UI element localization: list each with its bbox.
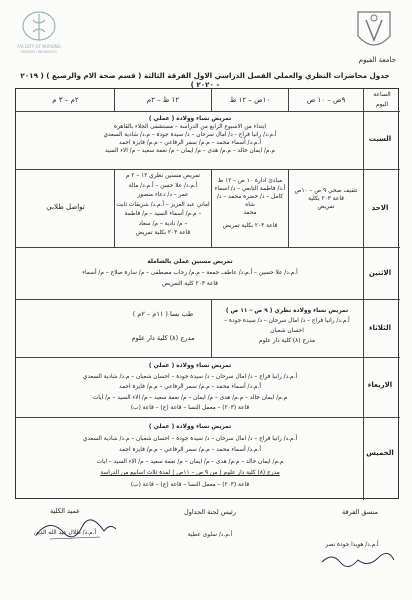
cell-line: أ.م.د/ علا حسين – أ.م.د/ عاطف جمعة – م.م/ رحاب مصطفى – م/ سارة صلاح – م/ أسماء	[82, 270, 298, 276]
row-divider	[16, 357, 400, 358]
sunday-slot2-cell	[213, 177, 287, 243]
cell-line: أ.م.د/ أسماء محمد – م.م/ سمر الرفاعي – م.م/ فايزة احمد	[119, 447, 261, 453]
cell-line: احسان شعبان	[270, 328, 304, 334]
day-thursday: الخميس	[366, 449, 394, 457]
cell-line: قاعة (٢٠٣) – معمل النسا – قاعة (ج) – قاعة (ب)	[130, 405, 250, 411]
coordinator-title: منسق الفرقة	[342, 508, 378, 516]
slot-divider	[211, 169, 212, 247]
cell-line: عمر – د/ دعاء منصور	[137, 192, 189, 198]
cell-line: أ.م.د/ رانيا فراج – د/ امال سرحان – د/ سيدة جودة – احسان شعبان – م.د/ شادية السعدي	[82, 435, 298, 442]
schedule-table	[15, 88, 399, 499]
corner-day-label: اليوم	[375, 101, 389, 108]
cell-line: أ.د/ فاطمة التابعي – د/ اسماء	[214, 186, 286, 192]
cell-line: تثقيف صحي ٩ ص – ١٠ص	[294, 188, 358, 194]
day-column-divider	[363, 89, 364, 500]
sunday-slot4-cell: تواصل طلابي	[46, 203, 85, 211]
cell-line: م.م/ ايمان خالد – م.م/ هدى – م/ ايمان – م/ نعمة سعيد – م/ الاء السيد	[105, 148, 275, 154]
cell-line: قاعة ٢٠٣ كلية التمريض	[162, 281, 218, 287]
cell-line: م.م/ ايمان خالد – م.م/ هدى – م/ ايمان – م/ نعمة سعيد – م/ الاء السيد – م/ ايات	[92, 394, 288, 401]
day-saturday: السبت	[368, 135, 392, 143]
cell-line: مدرج (٨) كلية دار علوم	[131, 334, 195, 342]
sunday-slot3-cell	[116, 172, 210, 246]
slot-divider	[114, 169, 115, 247]
cell-line: تمريض مسنين نظري ١٢ – ٢ م	[125, 173, 201, 179]
slot3-header: ١٢ ظ – ٢م	[146, 96, 180, 104]
cell-line: مدرج (٨) كلية دار علوم	[258, 338, 316, 344]
cell-line: قاعة ٢٠٣ بكلية تمريض	[222, 223, 278, 229]
slot4-header: ٢م – ٣ م	[52, 96, 79, 104]
svg-text:FAYOUM UNIVERSITY: FAYOUM UNIVERSITY	[21, 50, 57, 54]
dean-title: عميد الكلية	[49, 507, 81, 515]
cell-line: مدرج (٨) كلية دار علوم ( من ٩ ص – ١١ص ) لمدة ثلاث اسابيع من الدراسة	[100, 470, 280, 476]
cell-line: م.م/ ايمان خالد – م.م/ هدى – م/ ايمان – م/ نعمة سعيد – م/ الاء السيد – ايات	[96, 458, 284, 465]
cell-line: – م.م/ أسماء السيد – م/ فاطمة	[124, 211, 202, 217]
row-divider	[16, 417, 400, 418]
cell-line: أ.م.د/ رانيا فراج – د/ امال سرحان – د/ سيدة جودة –	[224, 318, 350, 324]
cell-line: كامل – د/ خضرة محمد – د/ شاه	[216, 194, 284, 208]
corner-hour-label: الساعة	[373, 91, 391, 98]
cell-line: مبادئ ادارة ١٠ ص – ١٢ ظ	[217, 178, 283, 184]
header-divider	[16, 111, 400, 112]
slot-divider	[211, 299, 212, 357]
sunday-slot1-cell	[290, 187, 362, 237]
cell-line	[116, 320, 210, 332]
page-title: جدول محاضرات النظري والعملي الفصل الدراسي الاول الفرقة الثالثة ( قسم صحة الام والرضيع ) ( ٢٠١٩ - ٢٠٢٠ )	[20, 71, 390, 89]
cell-line: – م/ نادية – م/ سعاد	[138, 220, 188, 227]
day-monday: الاثنين	[368, 269, 392, 277]
university-name: جامعة الفيوم	[358, 56, 396, 64]
monday-cell	[20, 257, 360, 297]
wednesday-cell	[20, 361, 360, 415]
cell-line: تمريض نساء وولادة ( عملي )	[148, 424, 232, 430]
saturday-cell	[20, 115, 360, 167]
cell-line: تمريض مسنين عملي بالشاملة	[147, 259, 233, 265]
committee-title: رئيس لجنة الجداول	[183, 508, 236, 516]
cell-line: قاعة (٢٠٣) – معمل النسا – قاعة (ج) – قاعة (ب)	[130, 481, 250, 488]
thursday-cell	[20, 422, 360, 498]
cell-line: اماني عبد العزيز – أ.م.د/ شريفات ثابت	[116, 201, 210, 208]
slot2-header: ١٠ص – ١٢ ظ	[229, 96, 271, 104]
coordinator-signature	[318, 548, 398, 572]
committee-name: أ.م.د/ سلوى عطية	[187, 532, 233, 538]
tuesday-left-cell	[116, 308, 210, 354]
slot-divider	[114, 89, 115, 111]
university-logo	[350, 6, 398, 58]
coordinator-name: أ.م.د/ هويدا جودة نصر	[325, 542, 379, 548]
tuesday-right-cell	[213, 306, 361, 354]
slot1-header: ٩ص – ١٠ ص	[306, 96, 346, 104]
cell-line: أ.م.د/ علا حسن – أ.م.د/ مالة	[128, 182, 198, 189]
day-tuesday: الثلاثاء	[368, 324, 392, 332]
day-wednesday: الاربعاء	[367, 381, 393, 389]
dean-signature	[30, 515, 120, 545]
faculty-logo	[8, 8, 70, 56]
slot-divider	[288, 169, 289, 247]
row-divider	[16, 299, 400, 300]
cell-line: أ.م.د/ أسماء محمد – م.م/ سمر الرفاعي – م.م/ فايزة احمد	[119, 384, 261, 390]
cell-line: أ.م.د/ رانيا فراج – د/ امال سرحان – د/ سيدة جودة – احسان شعبان – م.د/ شادية السعدي	[82, 373, 298, 380]
cell-line: تمريض نساء وولادة ( عملي )	[148, 363, 232, 369]
cell-line: أ.م.د/ أسماء محمد – م.م/ سمر الرفاعي – م.م/ فايزة احمد	[119, 140, 261, 146]
cell-line: تمريض	[317, 204, 335, 210]
row-divider	[16, 169, 400, 170]
row-divider	[16, 247, 400, 248]
cell-line: محمد	[243, 210, 257, 216]
day-sunday: الاحد	[371, 204, 389, 212]
cell-line: قاعة ٢٠٣ بكلية تمريض	[135, 230, 191, 236]
cell-line: قاعة ٢٠٣ بكلية	[308, 196, 344, 202]
cell-line: ابتداء من الاسبوع الرابع من الدراسة – مستشفى الجلاء بالقاهرة	[114, 124, 266, 130]
cell-line: تمريض نساء وولادة نظري ( ٩ ص – ١١ ص )	[225, 308, 349, 314]
cell-line: تمريض نساء وولادة ( عملي )	[148, 116, 232, 122]
slot-divider	[288, 89, 289, 111]
svg-text:FACULTY OF NURSING: FACULTY OF NURSING	[17, 44, 61, 49]
cell-line: طب نسا ( ١١م – ٢م )	[132, 310, 194, 318]
cell-line: أ.م.د/ رانيا فراج - د/ امال سرحان – د/ سيدة جودة – م.د/ شادية السعدي	[103, 132, 277, 138]
slot-divider	[211, 89, 212, 111]
dean-name: أ.م.د/ طلال عبد الله الدين	[33, 530, 97, 536]
